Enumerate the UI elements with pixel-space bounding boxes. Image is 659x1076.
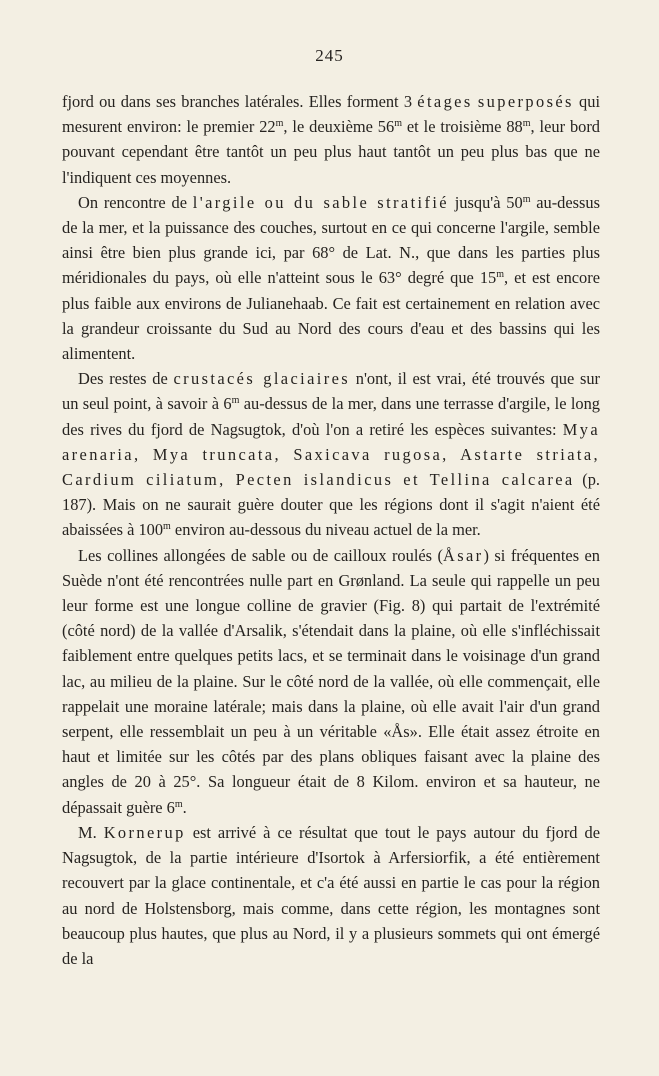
spaced-text: crustacés glaciaires [173,369,351,389]
text-run: M. [78,822,104,842]
body-text [62,89,600,971]
text-run: jusqu'à 50 [448,192,523,212]
text-run: et le troisième 88 [401,117,523,137]
text-run: qui mesurent environ: le premier 22 [62,92,600,137]
spaced-text: Kornerup [103,822,186,842]
text-run: . [182,797,187,817]
paragraph-2 [62,190,600,366]
unit-superscript: m [163,521,171,533]
unit-superscript: m [275,118,284,130]
text-run: environ au-dessous du niveau actuel de la mer. [170,520,481,540]
text-run: ) si fréquentes en Suède n'ont été rencontrées nulle part en Grønland. La seule qui rappelle un peu leur forme est une longue colline de gravier (Fig. 8) qui partait de l'extrémité (côté nord) de la vallée d'Arsalik, s'étendait dans la plaine, où elle s'infléchissait faiblement entre quelques petits lacs, et se terminait dans le voisinage d'un grand lac, au milieu de la plaine. Sur le côté nord de la vallée, où elle commençait, elle rappelait une moraine latérale; mais dans la plaine, où elle avait l'air d'un grand serpent, elle ressemblait un peu à un véritable «Ås». Elle était assez étroite en haut et limitée sur les côtés par des plans obliques faisant avec la plaine des angles de 20 à 25°. Sa longueur était de 8 Kilom. environ et sa hauteur, ne dépassait guère 6 [62,545,600,817]
unit-superscript: m [522,118,531,130]
unit-superscript: m [394,118,402,130]
text-run: (p. 187). Mais on ne saurait guère douter que les régions dont il s'agit n'aient été abaissées à 100 [62,470,600,540]
spaced-text: superposés [477,92,574,111]
unit-superscript: m [522,193,531,205]
text-run: On rencontre de [78,192,193,212]
text-run: au-dessus de la mer, et la puissance des couches, surtout en ce qui concerne l'argile, semble ainsi être bien plus grande ici, par 68° de Lat. N., que dans les parties plus méridionales du pays, où elle n'atteint sous le 63° degré que 15 [62,192,600,288]
spaced-text: Mya arenaria, Mya truncata, Saxicava rugosa, Astarte striata, Cardium ciliatum, Pecten islandicus et Tellina calcarea [62,419,600,490]
unit-superscript: m [496,269,505,281]
paragraph-4 [62,543,600,820]
text-run: Les collines allongées de sable ou de cailloux roulés ( [78,545,443,565]
text-run: n'ont, il est vrai, été trouvés que sur un seul point, à savoir à 6 [62,369,601,414]
text-run: au-dessus de la mer, dans une terrasse d'argile, le long des rives du fjord de Nagsugtok, d'où l'on a retiré les espèces suivantes: [62,394,600,439]
paragraph-3 [62,366,600,542]
paragraph-1 [62,89,600,190]
unit-superscript: m [231,395,240,407]
unit-superscript: m [174,798,183,810]
text-run: , le deuxième 56 [283,117,395,137]
page-number: 245 [315,46,344,65]
text-run: fjord ou dans ses branches latérales. Elles forment 3 [62,92,418,111]
text-run: , leur bord pouvant cependant être tantôt un peu plus haut tantôt un peu plus bas que ne l'indiquent ces moyennes. [62,117,600,187]
spaced-text: l'argile ou du sable stratifié [192,192,449,212]
spaced-text: Åsar [442,545,484,565]
text-run: est arrivé à ce résultat que tout le pays autour du fjord de Nagsugtok, de la partie intérieure d'Isortok à Arfersiorfik, a été entièrement recouvert par la glace continentale, et c'a été aussi en partie le cas pour la région au nord de Holstensborg, mais comme, dans cette région, les montagnes sont beaucoup plus hautes, que plus au Nord, il y a plusieurs sommets qui ont émergé de la [62,822,600,968]
paragraph-5 [62,820,600,971]
text-run: Des restes de [78,369,174,389]
text-run: , et est encore plus faible aux environs de Julianehaab. Ce fait est certainement en relation avec la grandeur croissante du Sud au Nord des cours d'eau et des bassins qui les alimentent. [62,268,600,364]
spaced-text: étages [417,92,473,111]
